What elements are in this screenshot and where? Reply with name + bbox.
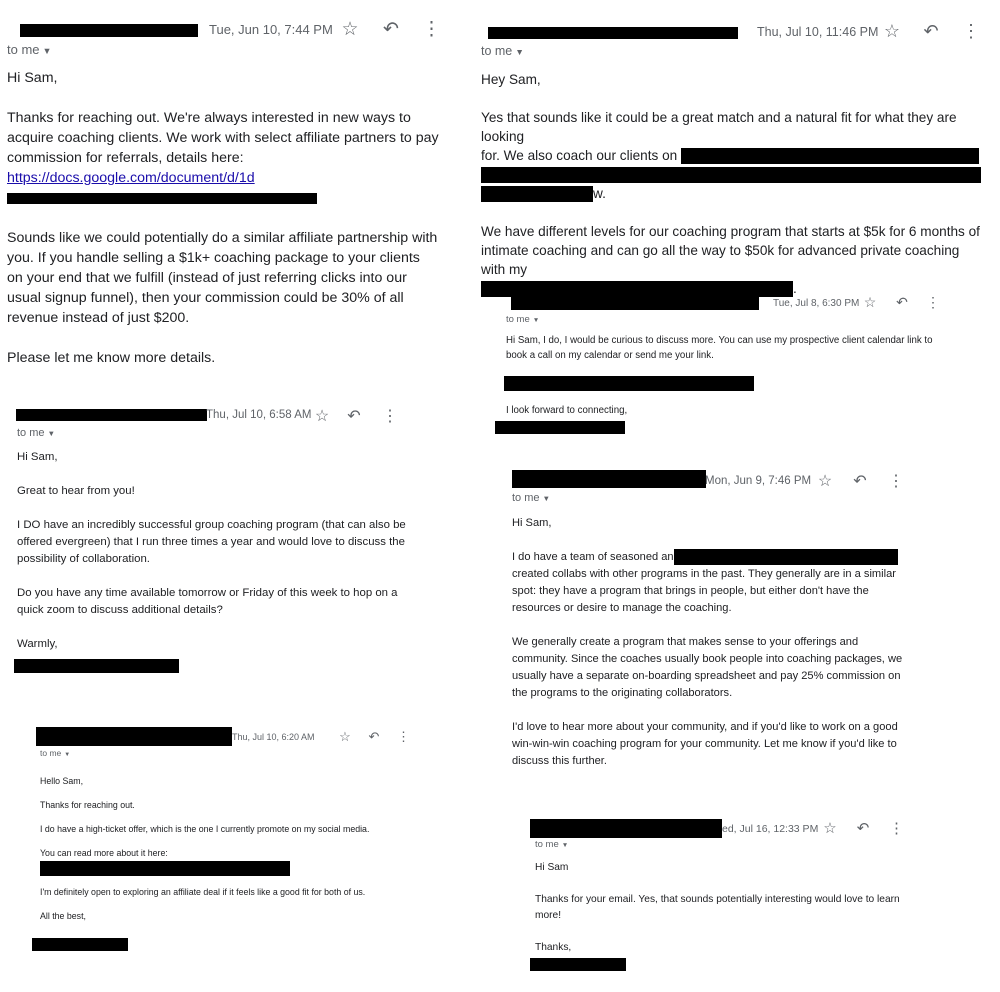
redacted-sender (530, 819, 722, 838)
paragraph: I look forward to connecting, (506, 405, 628, 416)
recipient-label: to me (512, 492, 540, 504)
reply-icon[interactable]: ↶ (383, 19, 399, 40)
star-icon[interactable]: ☆ (314, 408, 330, 425)
recipient-dropdown[interactable] (506, 314, 539, 325)
reply-icon[interactable]: ↶ (853, 473, 867, 490)
redacted-sender (512, 470, 706, 488)
paragraph-line: intimate coaching and can go all the way to $50k for advanced private coaching with my (481, 243, 960, 277)
email-7 (530, 816, 910, 976)
more-options-icon[interactable]: ⋮ (382, 408, 398, 425)
paragraph: Do you have any time available tomorrow or Friday of this week to hop on a quick zoom to discuss additional details? (17, 587, 398, 616)
redacted-text (40, 861, 290, 876)
star-icon[interactable]: ☆ (339, 729, 351, 744)
paragraph: Sounds like we could potentially do a similar affiliate partnership with you. If you handle selling a $1k+ coaching package to your clients on your end that we fulfill (instead of just referring clicks into our usual signup funnel), then your commission could be 30% of all revenue instead of just $200. (7, 230, 438, 326)
chevron-down-icon: ▼ (47, 429, 56, 438)
redacted-text (681, 148, 979, 164)
redacted-signature (530, 958, 626, 971)
paragraph: Thanks, (535, 942, 572, 953)
paragraph: Thanks for your email. Yes, that sounds potentially interesting would love to learn more! (535, 894, 900, 921)
recipient-dropdown[interactable] (17, 427, 55, 439)
redacted-text (481, 167, 981, 183)
email-6 (36, 724, 416, 964)
more-options-icon[interactable]: ⋮ (888, 473, 904, 490)
reply-icon[interactable]: ↶ (347, 408, 361, 425)
reply-icon[interactable]: ↶ (856, 820, 870, 837)
chevron-down-icon: ▼ (515, 47, 524, 57)
redacted-text (481, 186, 593, 202)
star-icon[interactable]: ☆ (883, 21, 901, 41)
paragraph-line: for. We also coach our clients on (481, 148, 678, 163)
paragraph: I'd love to hear more about your community, and if you'd like to work on a good win-win-win coaching program for your community. Let me know if you'd like to discuss this further. (512, 721, 898, 767)
redacted-signature (495, 421, 625, 434)
email-1 (0, 14, 441, 366)
paragraph (7, 108, 439, 208)
redacted-sender (20, 24, 198, 37)
email-body (17, 449, 407, 673)
paragraph: Hi Sam, I do, I would be curious to discuss more. You can use my prospective client calendar link to book a call on my calendar or send me your link. (506, 335, 933, 361)
recipient-label: to me (535, 839, 559, 850)
star-icon[interactable]: ☆ (823, 820, 837, 837)
paragraph (481, 108, 986, 203)
chevron-down-icon: ▼ (42, 46, 52, 56)
paragraph: All the best, (40, 911, 86, 921)
star-icon[interactable]: ☆ (817, 473, 833, 490)
redacted-sender (511, 295, 759, 310)
email-2 (478, 14, 988, 296)
redacted-sender (488, 27, 738, 39)
redacted-sender (16, 409, 207, 421)
greeting: Hi Sam, (512, 517, 552, 529)
email-body (481, 70, 986, 298)
chevron-down-icon: ▼ (532, 317, 540, 324)
recipient-label: to me (40, 748, 62, 758)
paragraph-text: I do have a team of seasoned an (512, 551, 674, 563)
redacted-signature (14, 659, 179, 673)
email-3 (494, 290, 954, 440)
more-options-icon[interactable]: ⋮ (889, 820, 904, 837)
paragraph (481, 222, 986, 298)
more-options-icon[interactable]: ⋮ (422, 19, 441, 40)
paragraph: Thanks for reaching out. (40, 800, 135, 810)
chevron-down-icon: ▼ (542, 494, 551, 503)
email-body (512, 515, 904, 770)
recipient-dropdown[interactable] (481, 44, 524, 58)
email-date: Mon, Jun 9, 7:46 PM (705, 475, 812, 487)
paragraph-end: . (793, 281, 797, 296)
paragraph: Great to hear from you! (17, 485, 135, 497)
greeting: Hey Sam, (481, 72, 541, 87)
paragraph: You can read more about it here: (40, 848, 168, 858)
chevron-down-icon: ▼ (561, 842, 569, 849)
paragraph: I DO have an incredibly successful group coaching program (that can also be offered evergreen) that I run three times a year and would love to discuss the possibility of collaboration. (17, 519, 406, 565)
email-body (7, 68, 439, 368)
reply-icon[interactable]: ↶ (896, 294, 908, 310)
recipient-label: to me (7, 42, 40, 57)
email-4 (0, 402, 420, 672)
paragraph: I do have a high-ticket offer, which is the one I currently promote on my social media. (40, 824, 370, 834)
recipient-dropdown[interactable] (7, 42, 52, 57)
paragraph: I'm definitely open to exploring an affiliate deal if it feels like a good fit for both of us. (40, 887, 366, 897)
greeting: Hi Sam (535, 862, 569, 873)
paragraph-end: w. (593, 186, 606, 201)
greeting: Hello Sam, (40, 776, 84, 786)
email-date: Thu, Jul 10, 11:46 PM (757, 25, 879, 39)
email-date: Thu, Jul 10, 6:20 AM (232, 732, 315, 742)
star-icon[interactable]: ☆ (863, 294, 877, 310)
reply-icon[interactable]: ↶ (923, 21, 939, 41)
email-date: Thu, Jul 10, 6:58 AM (206, 409, 312, 421)
email-date: Tue, Jul 8, 6:30 PM (773, 298, 860, 309)
paragraph-line: Yes that sounds like it could be a great match and a natural fit for what they are looking (481, 110, 957, 144)
document-link[interactable]: https://docs.google.com/document/d/1d (7, 170, 255, 186)
redacted-text (504, 376, 754, 391)
paragraph-text: created collabs with other programs in the past. They generally are in a similar spot: they have a program that brings in people, but either don't have the resources or desire to manage the coaching. (512, 568, 896, 614)
email-body (40, 775, 412, 951)
more-options-icon[interactable]: ⋮ (962, 21, 980, 41)
recipient-label: to me (481, 44, 513, 58)
star-icon[interactable]: ☆ (341, 19, 359, 40)
more-options-icon[interactable]: ⋮ (926, 294, 940, 310)
redacted-link-text (7, 193, 317, 204)
paragraph: Please let me know more details. (7, 350, 216, 366)
paragraph (512, 549, 904, 617)
greeting: Hi Sam, (17, 451, 58, 463)
redacted-signature (32, 938, 128, 951)
recipient-dropdown[interactable] (40, 748, 70, 758)
redacted-sender (36, 727, 232, 746)
more-options-icon[interactable]: ⋮ (397, 729, 410, 744)
email-date: Tue, Jun 10, 7:44 PM (209, 22, 333, 37)
paragraph: Warmly, (17, 638, 58, 650)
email-body (535, 860, 905, 971)
recipient-dropdown[interactable] (535, 839, 568, 850)
greeting: Hi Sam, (7, 70, 58, 86)
email-body (506, 333, 946, 434)
recipient-dropdown[interactable] (512, 492, 550, 504)
email-5 (512, 466, 912, 786)
email-date: ed, Jul 16, 12:33 PM (722, 823, 819, 835)
recipient-label: to me (506, 314, 530, 325)
recipient-label: to me (17, 427, 45, 439)
paragraph: We generally create a program that makes sense to your offerings and community. Since the coaches usually book people into coaching packages, we usually have a separate on-boarding spreadsheet and pay 25% commission on the programs to the originating collaborators. (512, 636, 903, 699)
paragraph-text: Thanks for reaching out. We're always interested in new ways to acquire coaching clients. We work with select affiliate partners to pay commission for referrals, details here: (7, 110, 439, 166)
redacted-text (674, 549, 898, 565)
paragraph-line: We have different levels for our coaching program that starts at $5k for 6 months of (481, 224, 980, 239)
reply-icon[interactable]: ↶ (368, 729, 380, 744)
chevron-down-icon: ▼ (64, 752, 71, 758)
